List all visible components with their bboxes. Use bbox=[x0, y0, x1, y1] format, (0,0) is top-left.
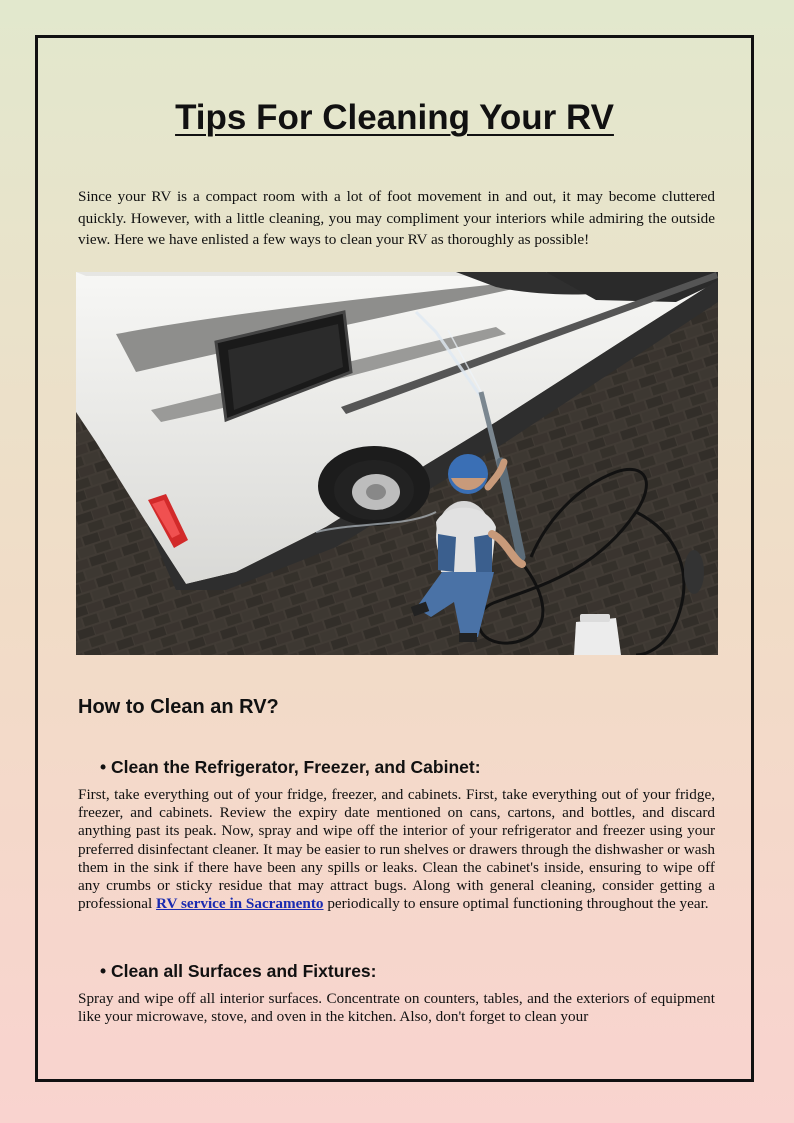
surfaces-section-paragraph: Spray and wipe off all interior surfaces. Concentrate on counters, tables, and the exteriors of equipment like your microwave, stove, and oven in the kitchen. Also, don't forget to clean your bbox=[78, 990, 715, 1026]
page-title: Tips For Cleaning Your RV bbox=[175, 98, 614, 137]
hero-image-rv-washing bbox=[76, 272, 718, 655]
rv-service-link[interactable]: RV service in Sacramento bbox=[156, 895, 324, 913]
fridge-text-after-link: periodically to ensure optimal functioning throughout the year. bbox=[323, 895, 709, 913]
surfaces-section-heading: • Clean all Surfaces and Fixtures: bbox=[100, 961, 377, 981]
intro-paragraph: Since your RV is a compact room with a lot of foot movement in and out, it may become cluttered quickly. However, with a little cleaning, you may compliment your interiors while admiring the outside view. Here we have enlisted a few ways to clean your RV as thoroughly as possible! bbox=[78, 188, 715, 248]
page-frame bbox=[35, 35, 754, 1082]
fridge-text-before-link: First, take everything out of your fridge, freezer, and cabinets. First, take everything out of your fridge, freezer, and cabinets. Review the expiry date mentioned on cans, cartons, and bottles, and discard anything past its peak. Now, spray and wipe off the interior of your refrigerator and freezer using your preferred disinfectant cleaner. It may be easier to run shelves or drawers through the dishwasher or wash them in the sink if there have been any spills or leaks. Clean the cabinet's inside, ensuring to wipe off any crumbs or sticky residue that may attract bugs. Along with general cleaning, consider getting a professional bbox=[78, 786, 715, 913]
how-to-clean-heading: How to Clean an RV? bbox=[78, 696, 279, 718]
fridge-section-paragraph bbox=[78, 786, 715, 913]
fridge-section-heading: • Clean the Refrigerator, Freezer, and Cabinet: bbox=[100, 757, 481, 777]
